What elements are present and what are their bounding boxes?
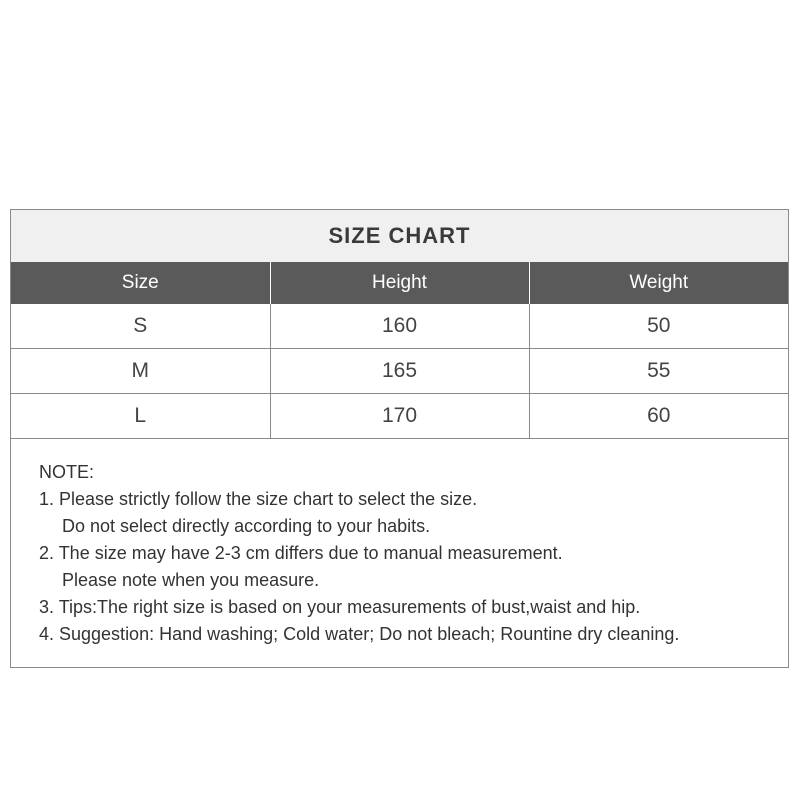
column-header-size: Size [11,262,270,304]
cell-height: 170 [270,394,529,439]
cell-weight: 55 [529,349,788,394]
cell-size: S [11,304,270,349]
cell-height: 165 [270,349,529,394]
note-item-2-continued: Please note when you measure. [62,570,320,590]
table-row [11,304,788,349]
note-item-4: 4. Suggestion: Hand washing; Cold water; Do not bleach; Rountine dry cleaning. [39,624,680,644]
size-chart [10,209,789,668]
note-item-2: 2. The size may have 2-3 cm differs due to manual measurement. [39,543,563,563]
table-header-row [11,262,788,304]
note-item-1: 1. Please strictly follow the size chart to select the size. [39,489,478,509]
note-item-1-continued: Do not select directly according to your habits. [62,516,431,536]
chart-title: SIZE CHART [11,210,788,262]
notes-section [11,439,788,648]
cell-size: L [11,394,270,439]
cell-weight: 50 [529,304,788,349]
column-header-weight: Weight [529,262,788,304]
notes-heading: NOTE: [39,462,95,482]
table-row [11,394,788,439]
table-row [11,349,788,394]
column-header-height: Height [270,262,529,304]
cell-size: M [11,349,270,394]
size-table [11,262,788,439]
note-item-3: 3. Tips:The right size is based on your measurements of bust,waist and hip. [39,597,641,617]
cell-weight: 60 [529,394,788,439]
cell-height: 160 [270,304,529,349]
